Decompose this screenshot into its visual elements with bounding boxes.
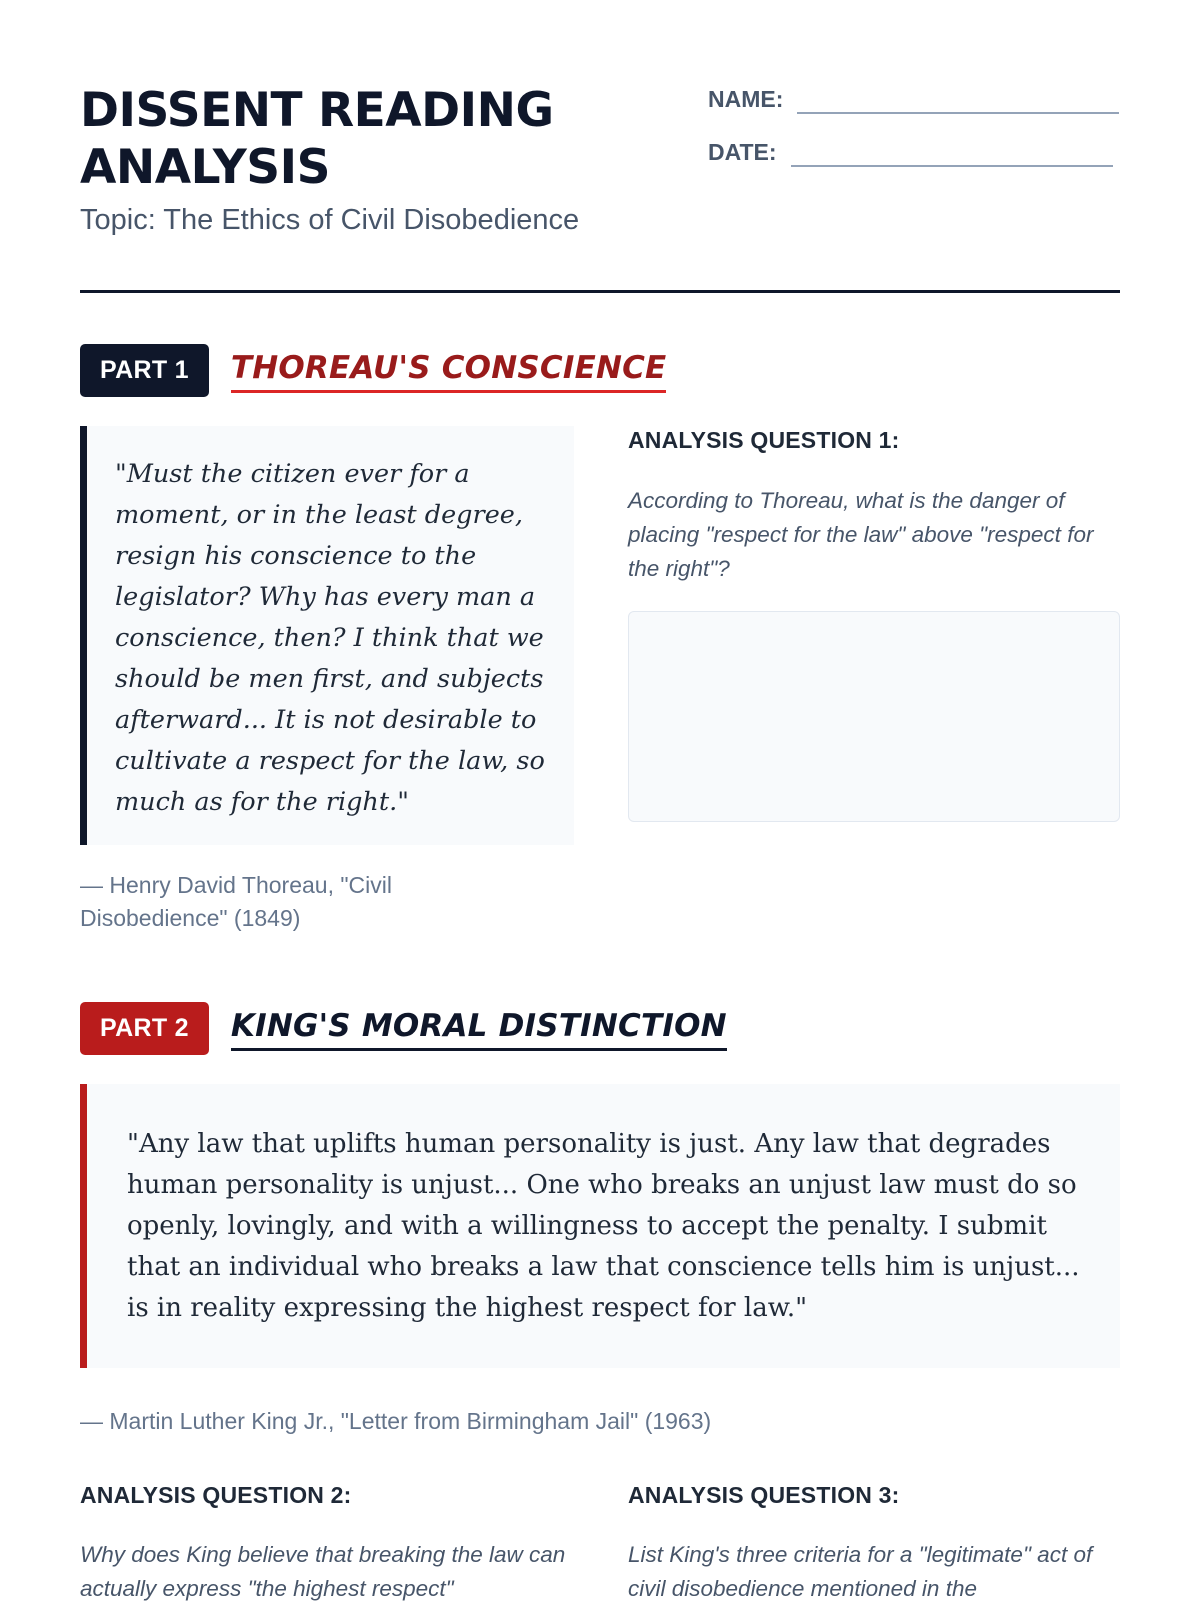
part1-heading	[80, 344, 666, 397]
question1-label: ANALYSIS QUESTION 1:	[628, 427, 900, 453]
worksheet-header	[80, 80, 1120, 293]
question2-label: ANALYSIS QUESTION 2:	[80, 1482, 352, 1508]
king-attribution: — Martin Luther King Jr., "Letter from Birmingham Jail" (1963)	[80, 1408, 712, 1434]
page-title: DISSENT READING ANALYSIS	[80, 83, 554, 195]
question1-answer-box[interactable]	[628, 611, 1120, 822]
part1-badge: PART 1	[80, 344, 209, 397]
worksheet-page	[80, 0, 1120, 1600]
part2-heading	[80, 1002, 727, 1055]
question3-label: ANALYSIS QUESTION 3:	[628, 1482, 900, 1508]
part2-badge: PART 2	[80, 1002, 209, 1055]
date-label: DATE:	[708, 139, 777, 165]
thoreau-attribution: — Henry David Thoreau, "Civil Disobedience" (1849)	[80, 872, 392, 931]
question3-text: List King's three criteria for a "legitimate" act of civil disobedience mentioned in the	[628, 1542, 1093, 1601]
question1-text: According to Thoreau, what is the danger of placing "respect for the law" above "respect for the right"?	[628, 488, 1094, 581]
king-quote: "Any law that uplifts human personality is just. Any law that degrades human personality is unjust... One who breaks an unjust law must do so openly, lovingly, and with a willingness to accept the penalty. I submit that an individual who breaks a law that conscience tells him is unjust... is in reality expressing the highest respect for law."	[80, 1084, 1120, 1368]
question2-text: Why does King believe that breaking the law can actually express "the highest respect"	[80, 1542, 566, 1601]
name-label: NAME:	[708, 86, 784, 112]
name-field-row	[708, 84, 1119, 114]
name-field[interactable]	[797, 84, 1119, 114]
date-field[interactable]	[791, 137, 1113, 167]
page-subtitle: Topic: The Ethics of Civil Disobedience	[80, 204, 580, 236]
date-field-row	[708, 137, 1113, 167]
thoreau-quote: "Must the citizen ever for a moment, or in the least degree, resign his conscience to the legislator? Why has every man a conscience, then? I think that we should be men first, and subjects afterward... It is not desirable to cultivate a respect for the law, so much as for the right."	[80, 426, 574, 845]
part1-title: THOREAU'S CONSCIENCE	[231, 348, 667, 393]
part2-title: KING'S MORAL DISTINCTION	[231, 1006, 727, 1051]
